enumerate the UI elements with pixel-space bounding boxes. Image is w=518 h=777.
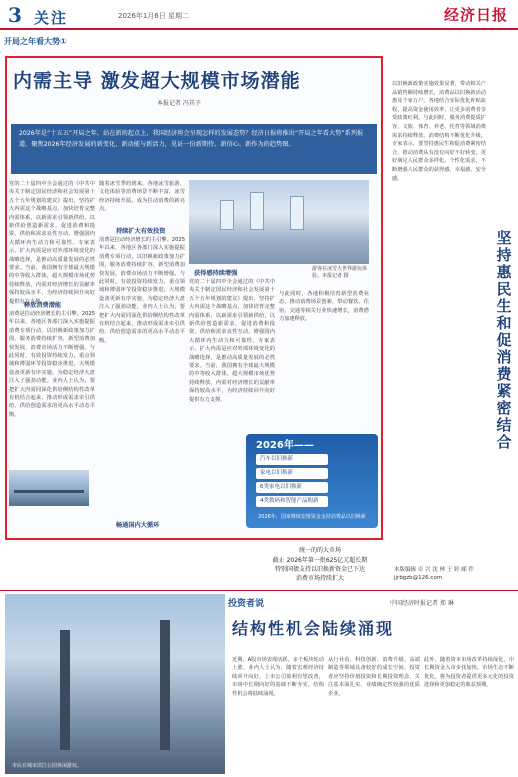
article-column-1: 党的二十届四中全会通过的《中共中央关于制定国民经济和社会发展第十五个五年规划的建议》提出，坚持扩大内需这个战略基点，加快培育完整内需体系，以新需求引领新供给，以新供给创造新需求，促进消费和投资、供给和需求良性互动，增强国内大循环内生动力和可靠性。专家表示，扩大内需是应对外部环境变化的战略选择，是推动高质量发展的必然要求。当前，我国拥有全球最大规模的中等收入群体，超大规模市场优势持续释放，内需对经济增长的贡献率保持较高水平，为经济持续回升向好提供有力支撑。 — [9, 181, 95, 305]
info-year: 2026年—— — [256, 440, 314, 451]
photo-caption: 游客在冰雪大世界游玩体验。本报记者 摄 — [312, 266, 368, 279]
issue-date: 2026年1月6日 星期二 — [118, 12, 189, 20]
page-header — [0, 0, 518, 30]
subhead-gain: 获得感持续增强 — [194, 270, 238, 277]
stat-line: 特别国债支持以旧换新资金已下达 — [274, 566, 365, 573]
page-number: 3 — [8, 3, 22, 27]
stat-line: 统一的的大市场 — [298, 547, 341, 554]
investor-column-3: 此外，随着资本市场改革持续深化，中长期资金入市步伐加快，市场生态不断优化，将为投资者提供更多元化的投资选择和更加稳定的收益预期。 — [424, 657, 514, 689]
info-item: 家电以旧换新 — [256, 468, 328, 479]
newspaper-masthead: 经济日报 — [443, 6, 508, 24]
info-note: 2026年，国家继续安排资金支持消费品以旧换新 — [258, 514, 366, 520]
investor-column-1: 近期，A股市场表现活跃，多个板块轮动上涨。业内人士认为，随着宏观经济持续回升向好，上市公司盈利有望改善，市场中长期向好的基础不断夯实，结构性机会将陆续涌现。 — [232, 657, 324, 697]
stat-line: 消费市场持续扩大 — [295, 575, 344, 582]
ice-sculpture-shape — [250, 192, 264, 230]
bridge-tower-shape — [60, 630, 70, 750]
info-item: 汽车以旧换新 — [256, 454, 328, 465]
riverside-bridge-photo — [5, 594, 225, 774]
lead-paragraph: 2026年是“十五五”开局之年，站在新的起点上，我国经济将会呈现怎样的发展态势？经济日报将推出“开局之年看大势”系列报道，聚焦2026年经济发展的新变化、新动能与新活力，见证一份新期待、新信心、新作为的趋势图。 — [11, 124, 377, 174]
column-tag: 开局之年看大势① — [4, 37, 67, 46]
section-divider — [0, 590, 518, 591]
article-column-1b: 消费是拉动经济增长的主引擎。2025年以来，各地区各部门深入实施提振消费专项行动，以旧换新政策加力扩围，服务消费持续扩容，新型消费加快发展，消费市场活力不断增强。与此同时，有效投资持续发力，重点领域和薄弱环节投资稳步推进，大规模设备更新有序实施，为稳定经济大盘注入了强劲动能。业内人士认为，要把扩大内需同深化供给侧结构性改革有机结合起来，推动形成需求牵引供给、供给创造需求的更高水平动态平衡。 — [9, 311, 95, 418]
investor-column-tag: 投资者说 — [228, 599, 265, 609]
article-column-3: 党的二十届四中全会通过的《中共中央关于制定国民经济和社会发展第十五个五年规划的建议》提出，坚持扩大内需这个战略基点，加快培育完整内需体系，以新需求引领新供给，以新供给创造新需求，促进消费和投资、供给和需求良性互动，增强国内大循环内生动力和可靠性。专家表示，扩大内需是应对外部环境变化的战略选择，是推动高质量发展的必然要求。当前，我国拥有全球最大规模的中等收入群体，超大规模市场优势持续释放，内需对经济增长的贡献率保持较高水平，为经济持续回升向好提供有力支撑。 — [189, 279, 275, 403]
info-item: 4类数码和智能产品购新 — [256, 496, 328, 507]
investor-byline: 中国经济时报记者 郑 琳 — [390, 600, 454, 607]
subhead-investment: 持续扩大有效投资 — [116, 228, 166, 235]
subhead-consumption: 释放消费潜能 — [24, 302, 62, 309]
bridge-graphic — [14, 490, 84, 493]
article-column-2: 随着冰雪季的到来，各地冰雪旅游、文化体验等消费场景不断丰富，冰雪经济持续升温，成为拉动消费的新亮点。 — [99, 181, 185, 213]
city-bridge-photo — [9, 470, 89, 506]
section-name: 关注 — [34, 9, 69, 27]
bottom-photo-caption: 市民在城市滨江公园休闲游玩。 — [12, 763, 83, 769]
editor-credits: 本版编辑 卓 兴 沈 林 王 婷 邮 件 jjrbgzb@126.com — [394, 567, 474, 581]
article-column-4: 与此同时，各地积极培育新型消费业态，推动消费场景创新，带动餐饮、住宿、交通等相关行业快速增长，消费潜力加速释放。 — [279, 291, 369, 323]
subhead-circulation: 畅通国内大循环 — [116, 522, 160, 529]
article-column-2b: 消费是拉动经济增长的主引擎。2025年以来，各地区各部门深入实施提振消费专项行动，以旧换新政策加力扩围，服务消费持续扩容，新型消费加快发展，消费市场活力不断增强。与此同时，有效投资持续发力，重点领域和薄弱环节投资稳步推进，大规模设备更新有序实施，为稳定经济大盘注入了强劲动能。业内人士认为，要把扩大内需同深化供给侧结构性改革有机结合起来，推动形成需求牵引供给、供给创造需求的更高水平动态平衡。 — [99, 237, 185, 344]
info-item: 6类家电以旧换新 — [256, 482, 328, 493]
right-column-article: 以旧换新政策实施效果显著，带动相关产品销售额持续增长，消费品以旧换新活动惠及千家万户。各地结合实际优化补贴流程，提高资金使用效率，让更多消费者享受政策红利。与此同时，服务消费提质扩容，文旅、体育、养老、托育等领域消费需求持续释放，消费结构不断优化升级。专家表示，要坚持惠民生和促消费紧密结合，推动消费从有没有向好不好转变，更好满足人民群众多样化、个性化需求，不断增强人民群众的获得感、幸福感、安全感。 — [392, 81, 486, 182]
ice-sculpture-shape — [290, 196, 304, 230]
investor-headline: 结构性机会陆续涌现 — [232, 619, 395, 638]
feature-headline: 内需主导 激发超大规模市场潜能 — [13, 70, 301, 92]
bridge-tower-shape — [160, 620, 170, 750]
feature-byline: 本报记者 冯其予 — [157, 100, 201, 107]
investor-column-2: 从行业看，科技创新、消费升级、高端制造等领域具备较好的成长空间。投资者应坚持价值投资和长期投资理念，关注基本面扎实、业绩确定性较强的优质企业。 — [328, 657, 420, 697]
vertical-commentary-title: 坚持惠民生和促消费紧密结合 — [496, 229, 512, 451]
ice-festival-photo — [189, 180, 369, 264]
ice-sculpture-shape — [220, 200, 234, 230]
stat-line: 截止 2026年第一批625亿元超长期 — [272, 557, 368, 564]
